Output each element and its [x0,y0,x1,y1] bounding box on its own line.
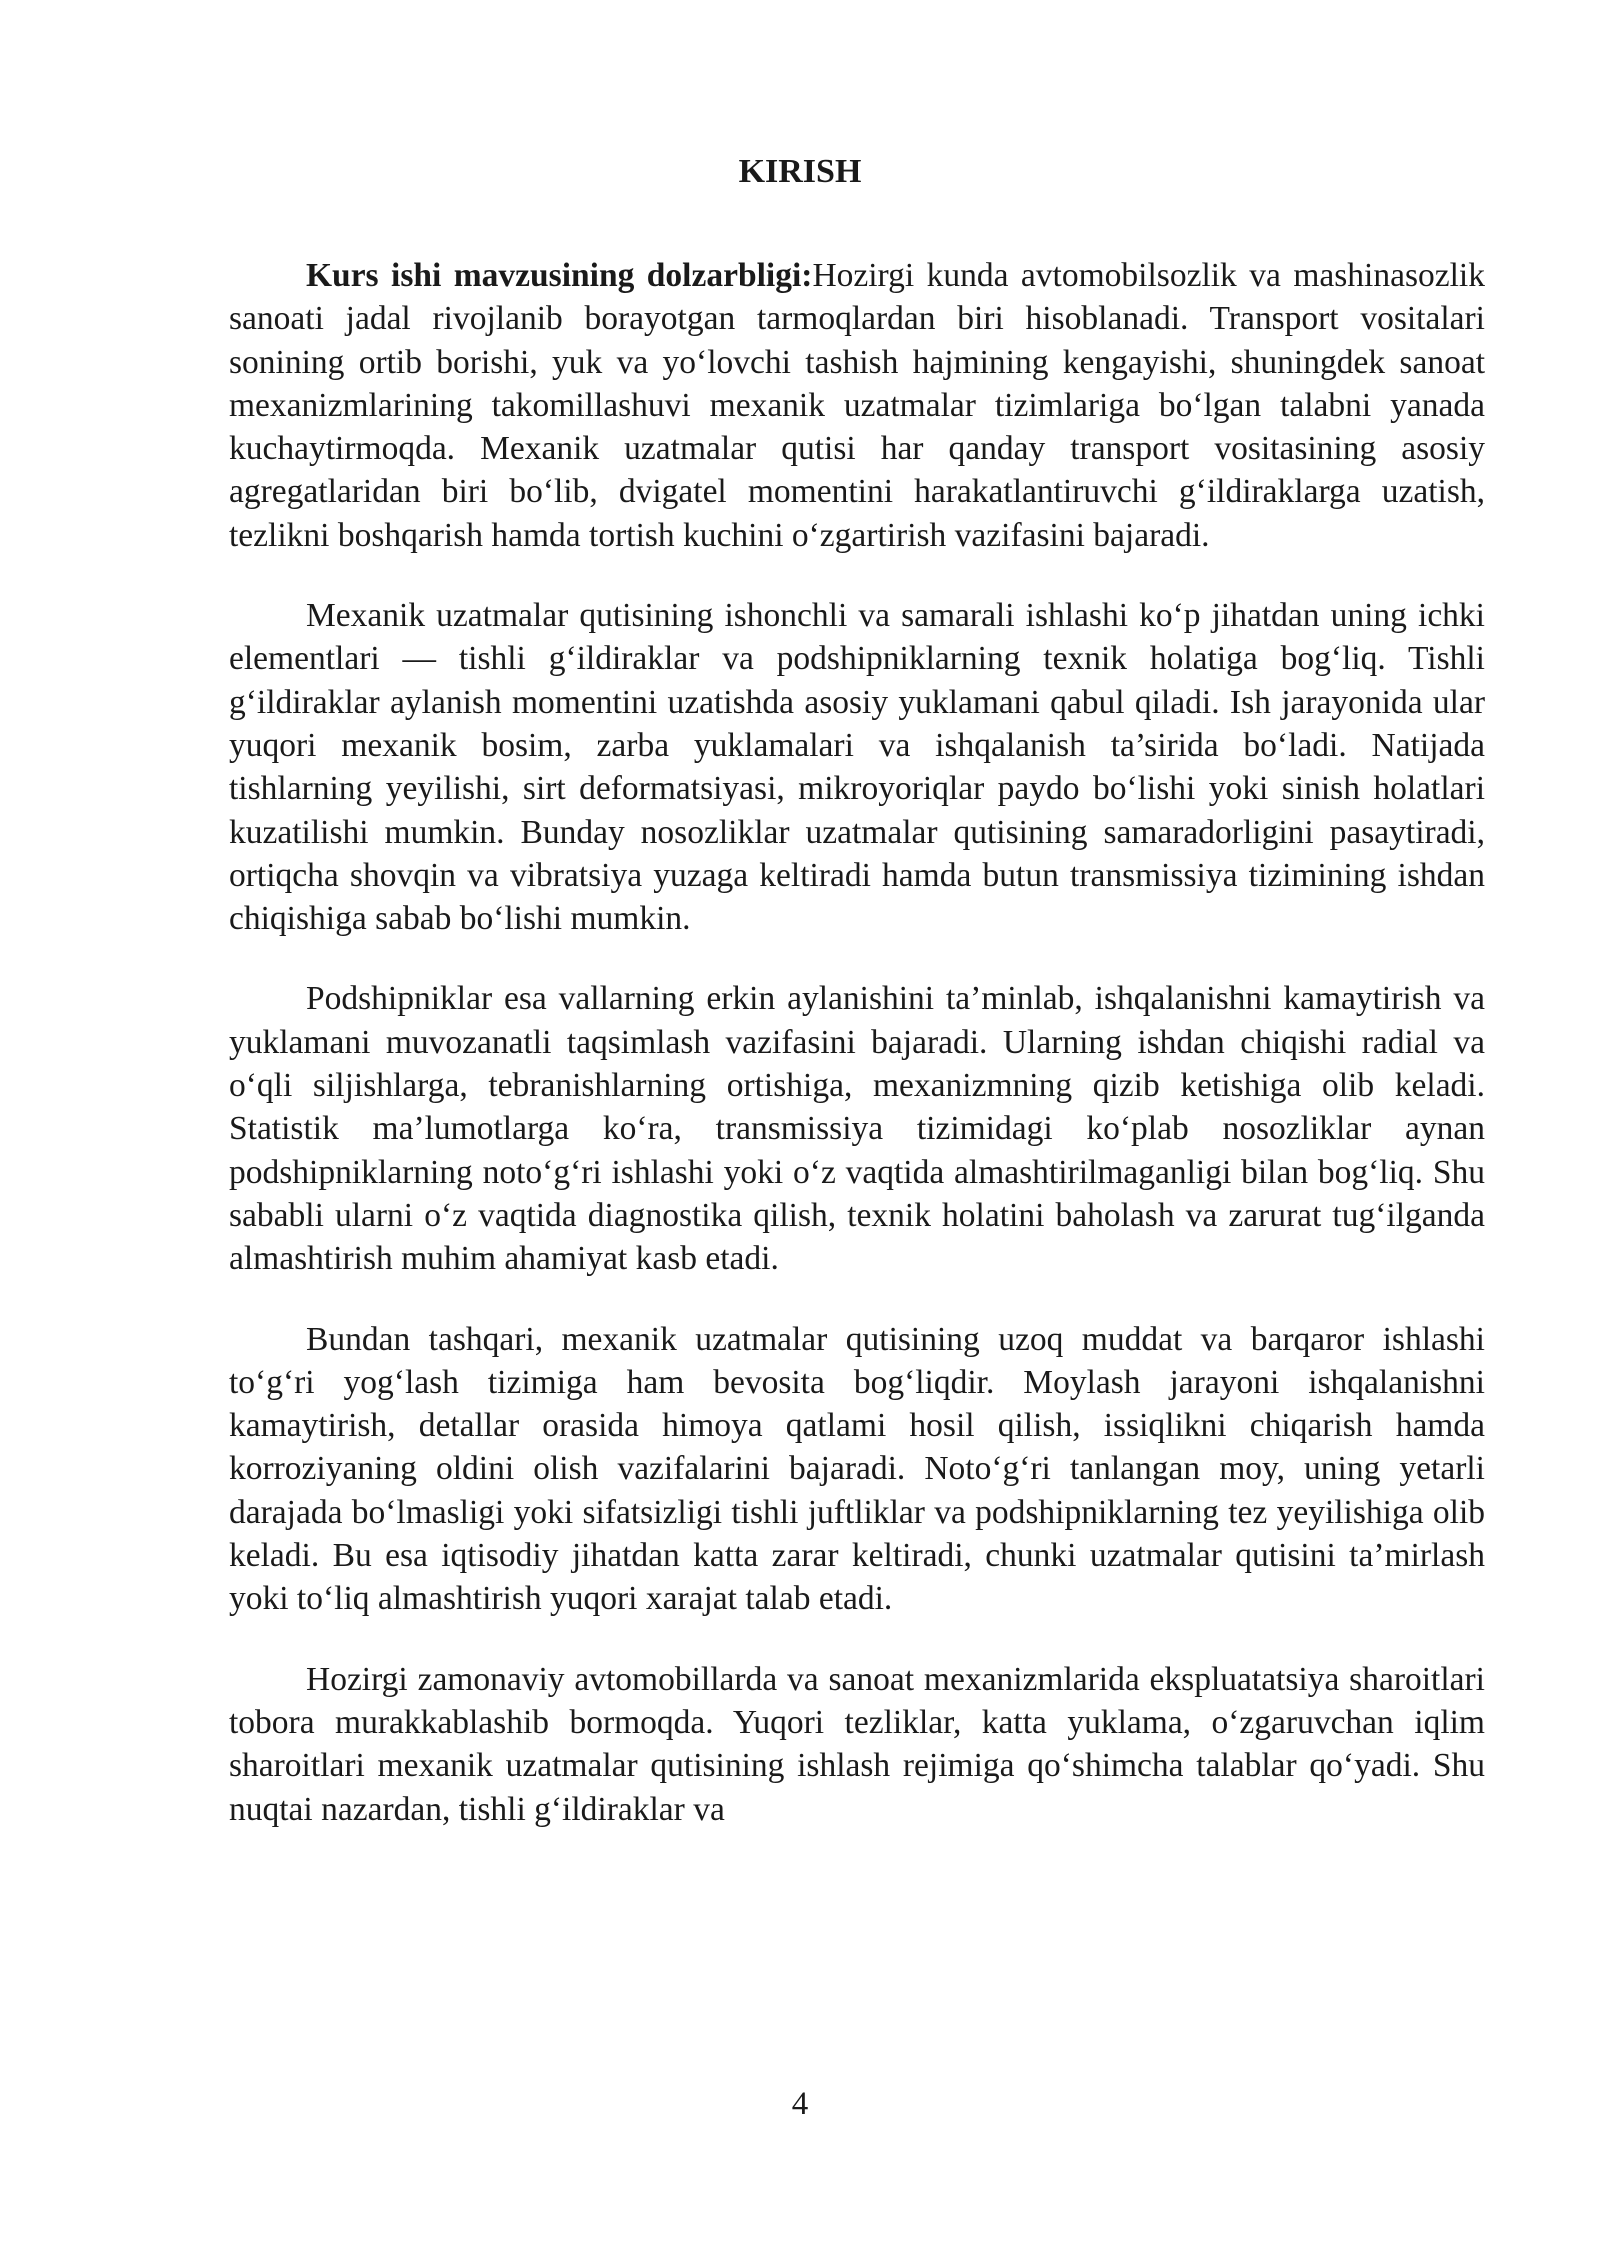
paragraph-2 [229,594,1485,940]
paragraph-text: Mexanik uzatmalar qutisining ishonchli va samarali ishlashi ko‘p jihatdan uning ichki elementlari — tishli g‘ildiraklar va podshipniklarning texnik holatiga bog‘liq. Tishli g‘ildiraklar aylanish momentini uzatishda asosiy yuklamani qabul qiladi. Ish jarayonida ular yuqori mexanik bosim, zarba yuklamalari va ishqalanish ta’sirida bo‘ladi. Natijada tishlarning yeyilishi, sirt deformatsiyasi, mikroyoriqlar paydo bo‘lishi yoki sinish holatlari kuzatilishi mumkin. Bunday nosozliklar uzatmalar qutisining samaradorligini pasaytiradi, ortiqcha shovqin va vibratsiya yuzaga keltiradi hamda butun transmissiya tizimining ishdan chiqishiga sabab bo‘lishi mumkin. [229,597,1485,938]
page-title: KIRISH [738,153,862,190]
paragraph-text: Podshipniklar esa vallarning erkin aylanishini ta’minlab, ishqalanishni kamaytirish va yuklamani muvozanatli taqsimlash vazifasini bajaradi. Ularning ishdan chiqishi radial va o‘qli siljishlarga, tebranishlarning ortishiga, mexanizmning qizib ketishiga olib keladi. Statistik ma’lumotlarga ko‘ra, transmissiya tizimidagi ko‘plab nosozliklar aynan podshipniklarning noto‘g‘ri ishlashi yoki o‘z vaqtida almashtirilmaganligi bilan bog‘liq. Shu sababli ularni o‘z vaqtida diagnostika qilish, texnik holatini baholash va zarurat tug‘ilganda almashtirish muhim ahamiyat kasb etadi. [229,980,1485,1278]
page-number: 4 [791,2086,809,2122]
paragraph-text: Bundan tashqari, mexanik uzatmalar qutisining uzoq muddat va barqaror ishlashi to‘g‘ri yog‘lash tizimiga ham bevosita bog‘liqdir. Moylash jarayoni ishqalanishni kamaytirish, detallar orasida himoya qatlami hosil qilish, issiqlikni chiqarish hamda korroziyaning oldini olish vazifalarini bajaradi. Noto‘g‘ri tanlangan moy, uning yetarli darajada bo‘lmasligi yoki sifatsizligi tishli juftliklar va podshipniklarning tez yeyilishiga olib keladi. Bu esa iqtisodiy jihatdan katta zarar keltiradi, chunki uzatmalar qutisini ta’mirlash yoki to‘liq almashtirish yuqori xarajat talab etadi. [229,1320,1485,1618]
paragraph-3 [229,977,1485,1280]
paragraph-lead: Kurs ishi mavzusining dolzarbligi: [306,257,813,294]
paragraph-text: Hozirgi zamonaviy avtomobillarda va sanoat mexanizmlarida ekspluatatsiya sharoitlari tobora murakkablashib bormoqda. Yuqori tezliklar, katta yuklama, o‘zgaruvchan iqlim sharoitlari mexanik uzatmalar qutisining ishlash rejimiga qo‘shimcha talablar qo‘yadi. Shu nuqtai nazardan, tishli g‘ildiraklar va [229,1660,1485,1828]
paragraph-text: Hozirgi kunda avtomobilsozlik va mashinasozlik sanoati jadal rivojlanib borayotgan tarmoqlardan biri hisoblanadi. Transport vositalari sonining ortib borishi, yuk va yo‘lovchi tashish hajmining kengayishi, shuningdek sanoat mexanizmlarining takomillashuvi mexanik uzatmalar tizimlariga bo‘lgan talabni yanada kuchaytirmoqda. Mexanik uzatmalar qutisi har qanday transport vositasining asosiy agregatlaridan biri bo‘lib, dvigatel momentini harakatlantiruvchi g‘ildiraklarga uzatish, tezlikni boshqarish hamda tortish kuchini o‘zgartirish vazifasini bajaradi. [229,257,1485,554]
paragraph-5 [229,1658,1485,1831]
paragraph-4 [229,1318,1485,1621]
body-text [229,254,1485,1831]
paragraph-1 [229,254,1485,557]
